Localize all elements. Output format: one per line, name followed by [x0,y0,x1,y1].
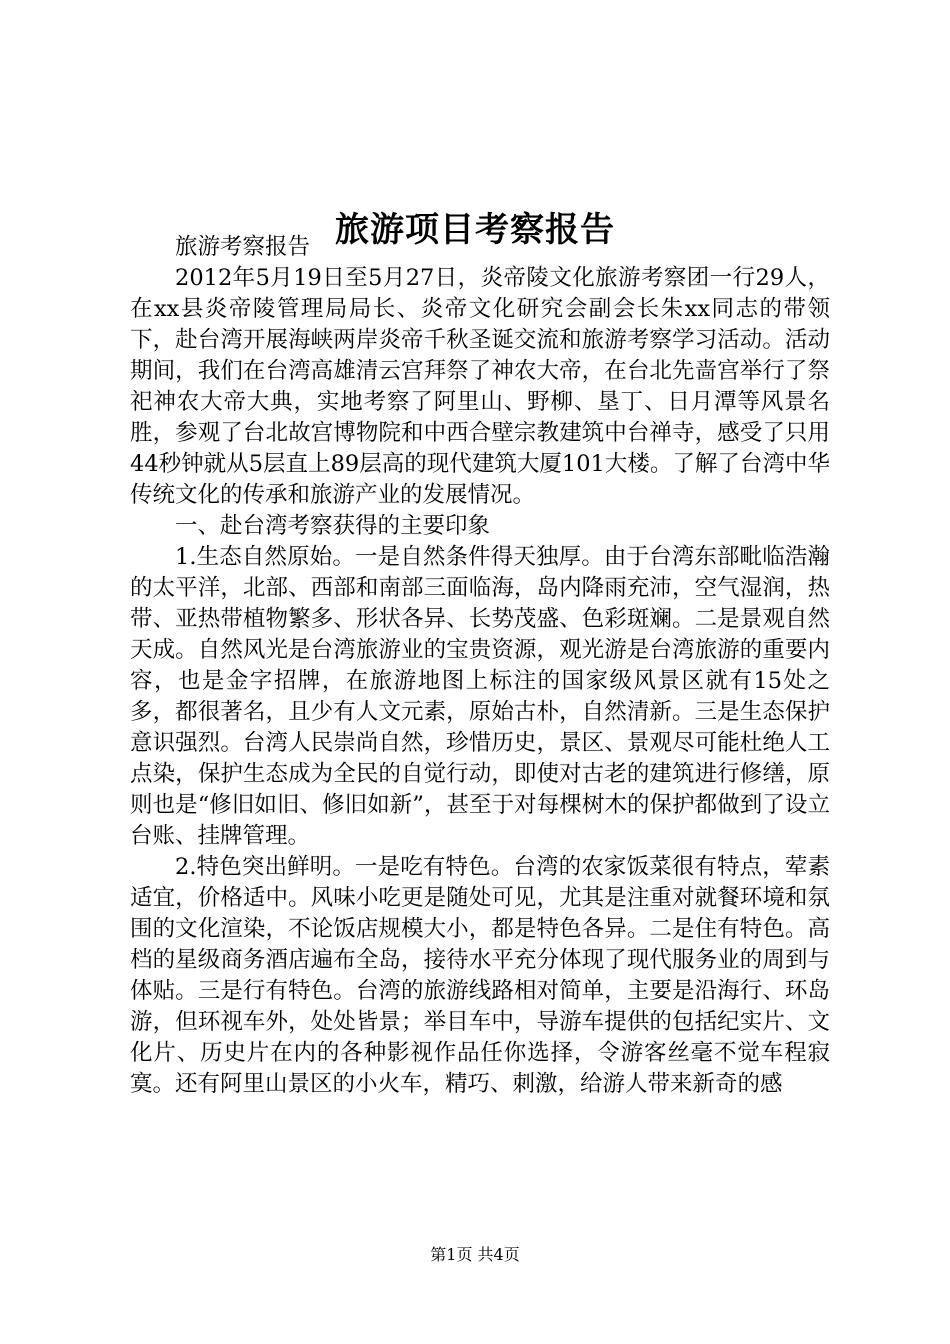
section-heading: 一、赴台湾考察获得的主要印象 [175,513,491,539]
paragraph-intro: 2012年5月19日至5月27日，炎帝陵文化旅游考察团一行29人，在xx县炎帝陵管理局局长、炎帝文化研究会副会长朱xx同志的带领下，赴台湾开展海峡两岸炎帝千秋圣诞交流和旅游考察学习活动。活动期间，我们在台湾高雄清云宫拜祭了神农大帝，在台北先啬宫举行了祭祀神农大帝大典，实地考察了阿里山、野柳、垦丁、日月潭等风景名胜，参观了台北故宫博物院和中西合壁宗教建筑中台禅寺，感受了只用44秒钟就从5层直上89层高的现代建筑大厦101大楼。了解了台湾中华传统文化的传承和旅游产业的发展情况。 [130,265,830,508]
document-title: 旅游项目考察报告 [335,209,615,250]
paragraph-subtitle: 旅游考察报告 [175,234,311,260]
paragraph-ecology: 1.生态自然原始。一是自然条件得天独厚。由于台湾东部毗临浩瀚的太平洋，北部、西部和南部三面临海，岛内降雨充沛，空气湿润，热带、亚热带植物繁多、形状各异、长势茂盛、色彩斑斓。二是景观自然天成。自然风光是台湾旅游业的宝贵资源，观光游是台湾旅游的重要内容，也是金字招牌，在旅游地图上标注的国家级风景区就有15处之多，都很著名，且少有人文元素，原始古朴，自然清新。三是生态保护意识强烈。台湾人民崇尚自然，珍惜历史，景区、景观尽可能杜绝人工点染，保护生态成为全民的自觉行动，即使对古老的建筑进行修缮，原则也是“修旧如旧、修旧如新”，甚至于对每棵树木的保护都做到了设立台账、挂牌管理。 [130,544,830,849]
document-body [130,232,830,1100]
page-footer: 第1页 共4页 [430,1245,520,1264]
paragraph-features: 2.特色突出鲜明。一是吃有特色。台湾的农家饭菜很有特点，荤素适宜，价格适中。风味小吃更是随处可见，尤其是注重对就餐环境和氛围的文化渲染，不论饭店规模大小，都是特色各异。二是住有特色。高档的星级商务酒店遍布全岛，接待水平充分体现了现代服务业的周到与体贴。三是行有特色。台湾的旅游线路相对简单，主要是沿海行、环岛游，但环视车外，处处皆景；举目车中，导游车提供的包括纪实片、文化片、历史片在内的各种影视作品任你选择，令游客丝毫不觉车程寂寞。还有阿里山景区的小火车，精巧、刺激，给游人带来新奇的感 [130,854,830,1097]
